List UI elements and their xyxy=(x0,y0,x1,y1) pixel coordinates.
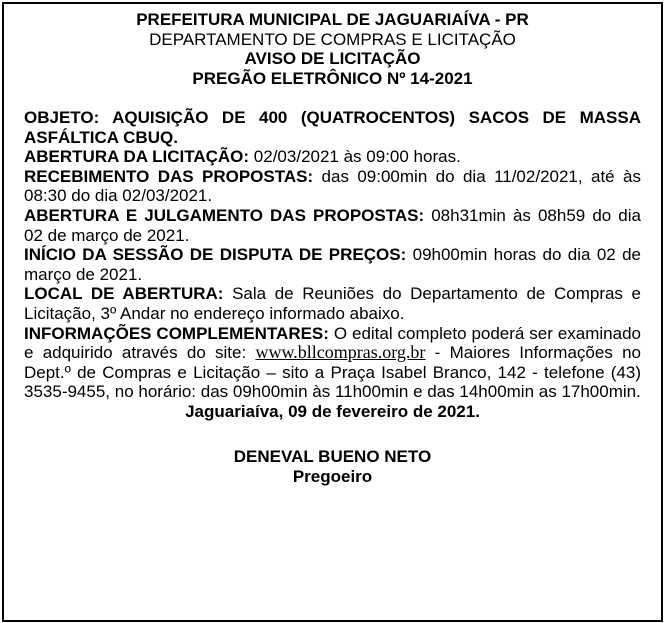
signer-name: DENEVAL BUENO NETO xyxy=(233,447,432,467)
julgamento-label: ABERTURA E JULGAMENTO DAS PROPOSTAS: xyxy=(24,205,425,225)
recebimento-text: das 09:00min do dia 11/02/2021, até às 08:30 do dia 02/03/2021. xyxy=(24,166,641,206)
header-prefeitura: PREFEITURA MUNICIPAL DE JAGUARIAÍVA - PR xyxy=(136,10,529,29)
spacer xyxy=(24,88,641,108)
notice-content xyxy=(24,10,641,486)
abertura-paragraph xyxy=(24,147,641,167)
julgamento-paragraph xyxy=(24,206,641,245)
local-label: LOCAL DE ABERTURA: xyxy=(24,284,224,304)
signer-role: Pregoeiro xyxy=(292,466,373,486)
recebimento-label: RECEBIMENTO DAS PROPOSTAS: xyxy=(24,166,314,186)
header-aviso: AVISO DE LICITAÇÃO xyxy=(244,49,421,69)
inicio-paragraph xyxy=(24,245,641,284)
objeto-paragraph: OBJETO: AQUISIÇÃO DE 400 (QUATROCENTOS) SACOS DE MASSA ASFÁLTICA CBUQ. xyxy=(24,107,641,147)
info-paragraph xyxy=(24,324,641,402)
julgamento-text: 08h31min às 08h59 do dia 02 de março de 2021. xyxy=(24,205,641,245)
info-text-2: - Maiores Informações no Dept.º de Compras e Licitação – sito a Praça Isabel Branco, 142 - telefone (43) 3535-9455, no horário: das 09h00min às 11h00min e das 14h00min as 17h00min. xyxy=(24,343,641,402)
recebimento-paragraph xyxy=(24,167,641,206)
notice-frame xyxy=(2,2,663,622)
date-line: Jaguariaíva, 09 de fevereiro de 2021. xyxy=(185,401,480,421)
info-label: INFORMAÇÕES COMPLEMENTARES: xyxy=(24,323,329,343)
spacer xyxy=(24,421,641,441)
header-departamento: DEPARTAMENTO DE COMPRAS E LICITAÇÃO xyxy=(149,29,516,49)
website-link[interactable]: www.bllcompras.org.br xyxy=(255,342,426,363)
abertura-text: 02/03/2021 às 09:00 horas. xyxy=(249,147,461,167)
local-paragraph xyxy=(24,284,641,323)
header-pregao: PREGÃO ELETRÔNICO Nº 14-2021 xyxy=(192,68,473,88)
info-text-1: O edital completo poderá ser examinado e adquirido através do site: xyxy=(24,323,641,363)
abertura-label: ABERTURA DA LICITAÇÃO: xyxy=(24,147,250,167)
local-text: Sala de Reuniões do Departamento de Compras e Licitação, 3º Andar no endereço informado abaixo. xyxy=(24,284,641,323)
inicio-label: INÍCIO DA SESSÃO DE DISPUTA DE PREÇOS: xyxy=(24,245,407,265)
inicio-text: 09h00min horas do dia 02 de março de 2021. xyxy=(24,245,641,284)
